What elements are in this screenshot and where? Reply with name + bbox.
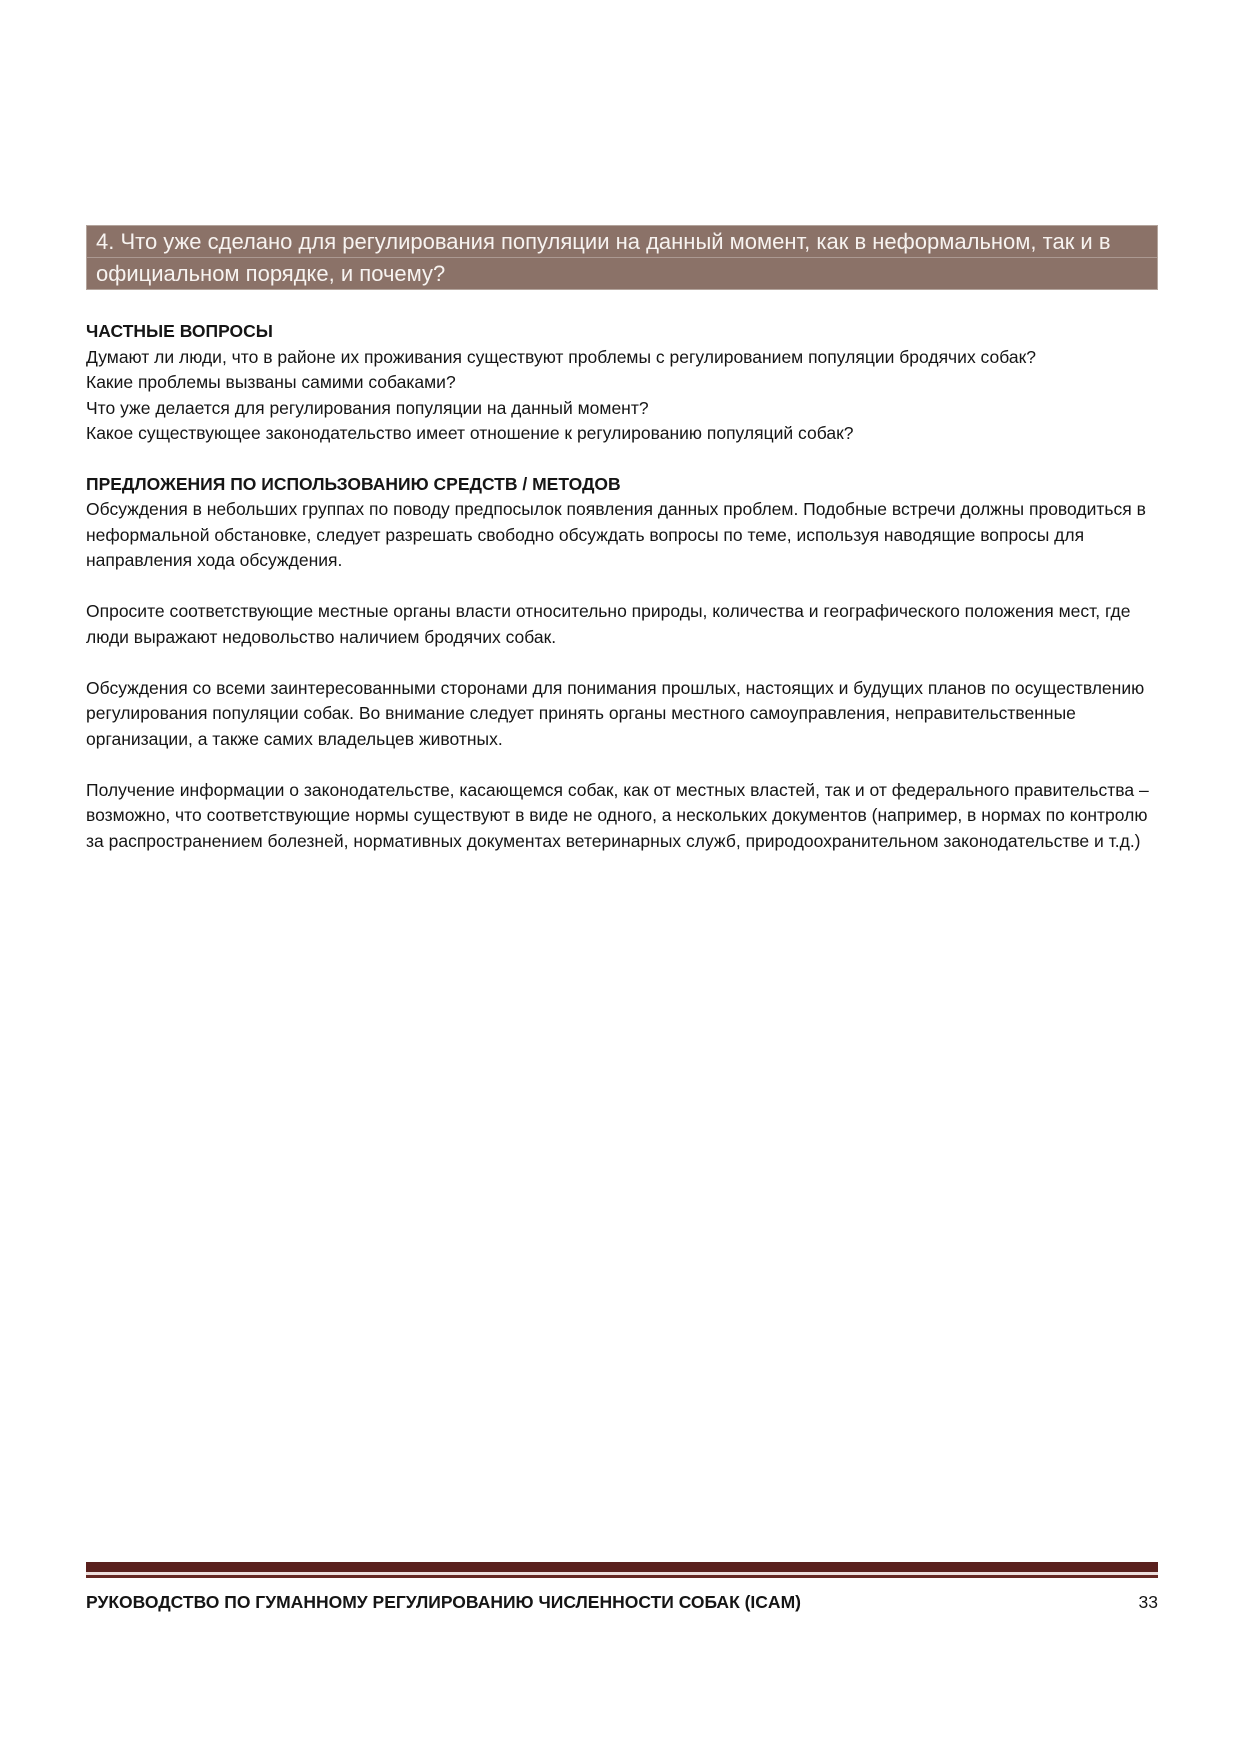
page-content <box>86 225 1158 854</box>
paragraph: Опросите соответствующие местные органы власти относительно природы, количества и географического положения мест, где люди выражают недовольство наличием бродячих собак. <box>86 601 1131 647</box>
paragraph: Обсуждения в небольших группах по поводу предпосылок появления данных проблем. Подобные встречи должны проводиться в неформальной обстановке, следует разрешать свободно обсуждать вопросы по теме, используя наводящие вопросы для направления хода обсуждения. <box>86 499 1146 570</box>
suggestions-section <box>86 472 1158 855</box>
question-line: Думают ли люди, что в районе их проживания существуют проблемы с регулированием популяции бродячих собак? <box>86 346 1036 367</box>
footer-divider-thick <box>86 1562 1158 1572</box>
private-questions-heading: ЧАСТНЫЕ ВОПРОСЫ <box>86 321 273 341</box>
page-number: 33 <box>1138 1592 1158 1612</box>
question-line: Что уже делается для регулирования популяции на данный момент? <box>86 397 649 418</box>
suggestions-heading: ПРЕДЛОЖЕНИЯ ПО ИСПОЛЬЗОВАНИЮ СРЕДСТВ / МЕТОДОВ <box>86 473 621 494</box>
section-heading-bar <box>86 225 1158 290</box>
private-questions-section <box>86 319 1158 447</box>
paragraph: Получение информации о законодательстве, касающемся собак, как от местных властей, так и от федерального правительства – возможно, что соответствующие нормы существуют в виде не одного, а нескольких документов (например, в нормах по контролю за распространением болезней, нормативных документах ветеринарных служб, природоохранительном законодательстве и т.д.) <box>86 779 1149 851</box>
question-line: Какие проблемы вызваны самими собаками? <box>86 372 456 392</box>
section-heading-line: официальном порядке, и почему? <box>87 257 1157 289</box>
page-footer <box>86 1562 1158 1615</box>
section-heading-line: 4. Что уже сделано для регулирования популяции на данный момент, как в неформальном, так и в <box>96 229 1111 254</box>
question-line: Какое существующее законодательство имеет отношение к регулированию популяций собак? <box>86 423 854 443</box>
paragraph: Обсуждения со всеми заинтересованными сторонами для понимания прошлых, настоящих и будущих планов по осуществлению регулирования популяции собак. Во внимание следует принять органы местного самоуправления, неправительственные организации, а также самих владельцев животных. <box>86 677 1145 749</box>
footer-title: РУКОВОДСТВО ПО ГУМАННОМУ РЕГУЛИРОВАНИЮ ЧИСЛЕННОСТИ СОБАК (ICAM) <box>86 1592 801 1612</box>
footer-row <box>86 1589 1158 1615</box>
footer-divider-thin <box>86 1575 1158 1578</box>
